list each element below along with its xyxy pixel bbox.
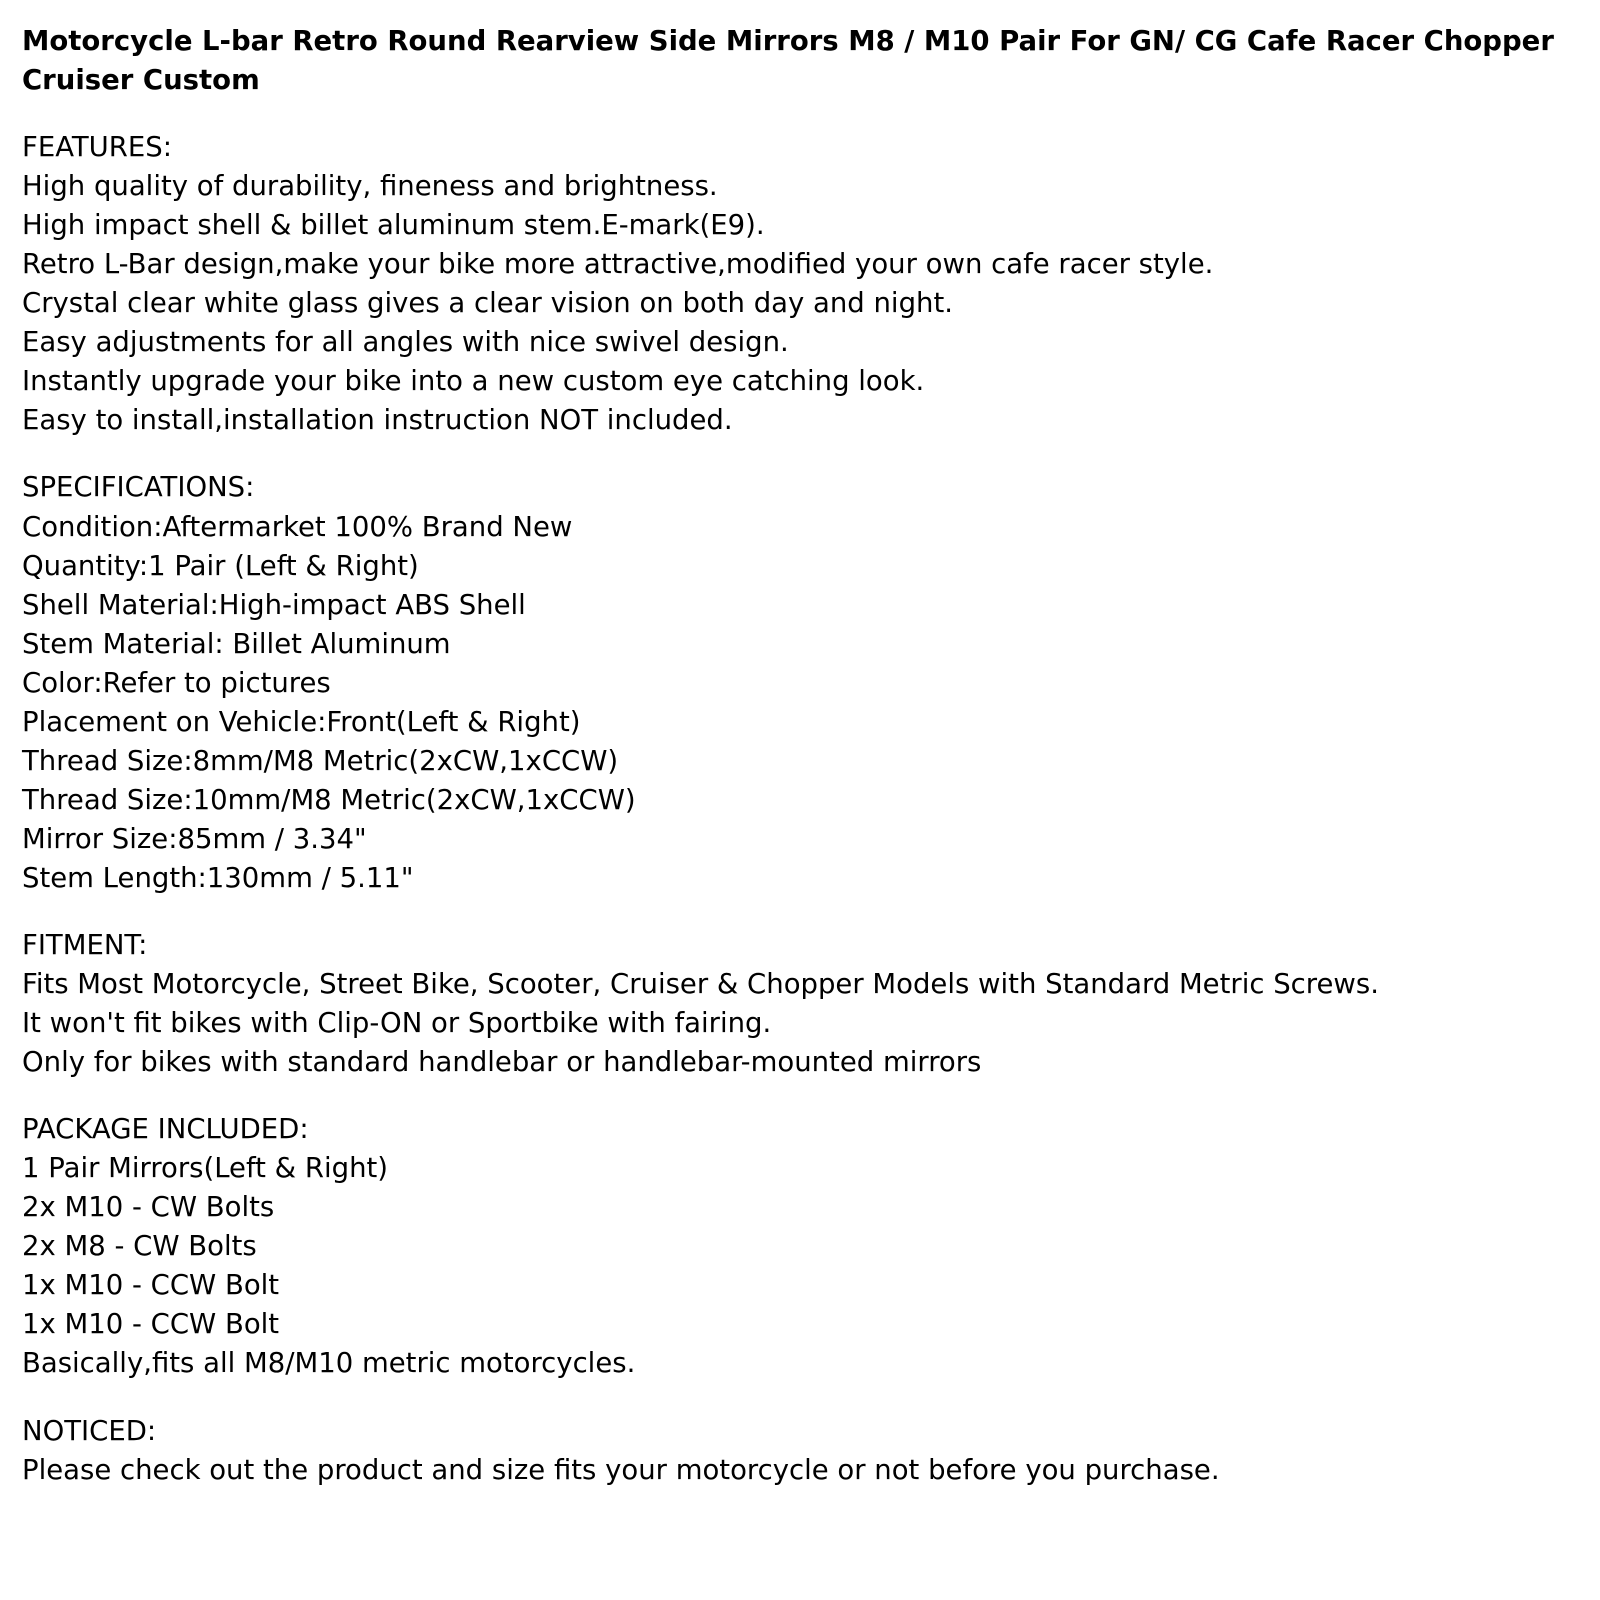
section-features [22, 128, 1574, 440]
section-line: Instantly upgrade your bike into a new custom eye catching look. [22, 365, 925, 398]
section-line: Condition:Aftermarket 100% Brand New [22, 510, 573, 543]
section-line: Please check out the product and size fits your motorcycle or not before you purchase. [22, 1453, 1220, 1486]
section-line: 1x M10 - CCW Bolt [22, 1269, 280, 1302]
section-line: 1 Pair Mirrors(Left & Right) [22, 1152, 389, 1185]
section-package-included [22, 1110, 1574, 1383]
section-line: Basically,fits all M8/M10 metric motorcycles. [22, 1347, 636, 1380]
section-line: Retro L-Bar design,make your bike more attractive,modified your own cafe racer style. [22, 248, 1214, 281]
section-line: Shell Material:High-impact ABS Shell [22, 588, 526, 621]
section-specifications [22, 468, 1574, 898]
section-line: Placement on Vehicle:Front(Left & Right) [22, 705, 581, 738]
section-line: Thread Size:8mm/M8 Metric(2xCW,1xCCW) [22, 744, 619, 777]
section-line: Quantity:1 Pair (Left & Right) [22, 549, 419, 582]
section-heading: PACKAGE INCLUDED: [22, 1113, 309, 1146]
section-line: Stem Material: Billet Aluminum [22, 627, 451, 660]
section-heading: SPECIFICATIONS: [22, 471, 255, 504]
section-line: Color:Refer to pictures [22, 666, 331, 699]
section-line: High impact shell & billet aluminum stem.E-mark(E9). [22, 209, 765, 242]
section-heading: NOTICED: [22, 1414, 157, 1447]
section-line: 1x M10 - CCW Bolt [22, 1308, 280, 1341]
page-title: Motorcycle L-bar Retro Round Rearview Side Mirrors M8 / M10 Pair For GN/ CG Cafe Racer Chopper Cruiser Custom [22, 25, 1554, 97]
section-line: 2x M10 - CW Bolts [22, 1191, 275, 1224]
section-heading: FEATURES: [22, 131, 173, 164]
section-line: It won't fit bikes with Clip-ON or Sportbike with fairing. [22, 1007, 772, 1040]
section-heading: FITMENT: [22, 928, 148, 961]
section-line: Stem Length:130mm / 5.11" [22, 861, 414, 894]
section-line: Fits Most Motorcycle, Street Bike, Scooter, Cruiser & Chopper Models with Standard Metric Screws. [22, 968, 1379, 1001]
section-line: High quality of durability, fineness and brightness. [22, 170, 718, 203]
section-line: Thread Size:10mm/M8 Metric(2xCW,1xCCW) [22, 783, 636, 816]
section-noticed [22, 1412, 1574, 1490]
section-line: Only for bikes with standard handlebar or handlebar-mounted mirrors [22, 1046, 982, 1079]
section-line: 2x M8 - CW Bolts [22, 1230, 257, 1263]
section-line: Easy to install,installation instruction NOT included. [22, 404, 733, 437]
section-fitment [22, 926, 1574, 1082]
section-line: Easy adjustments for all angles with nice swivel design. [22, 326, 789, 359]
section-line: Crystal clear white glass gives a clear vision on both day and night. [22, 287, 953, 320]
section-line: Mirror Size:85mm / 3.34" [22, 822, 367, 855]
